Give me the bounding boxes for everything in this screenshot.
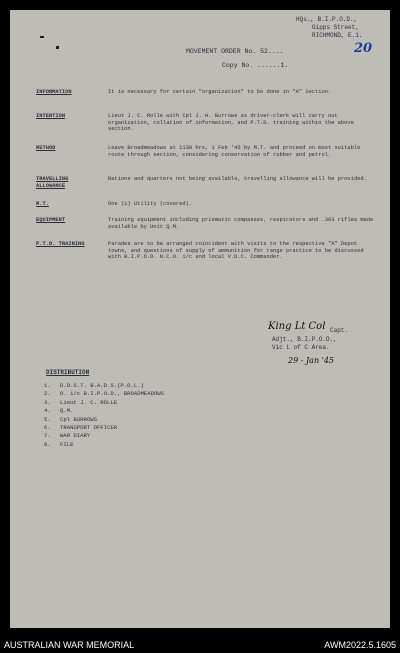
list-item-number: 6. [44,424,51,432]
list-item-number: 5. [44,415,51,423]
distribution-list [44,382,284,449]
list-item [44,416,284,424]
signature-handwritten: King Lt Col [268,321,326,332]
list-item-number: 2. [44,390,51,398]
section-text: Training equipment including prismatic compasses, respirators and .303 rifles made available by Unit Q.M. [108,217,374,230]
section-label: INFORMATION [36,89,72,95]
signature-date: 29 - Jan '45 [288,356,335,365]
signature-rank: Capt. [330,327,349,334]
list-item [44,407,284,415]
section-label: P.T.D. TRAINING [36,241,85,247]
section-label: M.T. [36,201,49,207]
order-number: MOVEMENT ORDER No. 52.... [186,48,284,55]
list-item [44,441,284,449]
list-item [44,432,284,440]
footer-source: AUSTRALIAN WAR MEMORIAL [4,640,135,650]
distribution-title: DISTRIBUTION [46,369,90,376]
list-item-text: Lieut J. C. ROLLE [60,398,118,406]
list-item-text: O. i/c B.I.P.O.D., BROADMEADOWS [60,390,165,398]
list-item-text: WAR DIARY [60,432,91,440]
list-item-number: 3. [44,398,51,406]
header-city: RICHMOND, E.1. [312,32,363,39]
list-item-number: 7. [44,432,51,440]
list-item-number: 8. [44,440,51,448]
section-text: Parades are to be arranged coincident with visits to the respective "A" Depot towns, and questions of supply of ammunition for range practice to be discussed with B.I.P.O.D. N.C.O. i/c and local V.D.C. Commander. [108,241,364,261]
section-text: Rations and quarters not being available, travelling allowance will be provided. [108,176,367,182]
list-item-text: D.D.S.T. B.A.D.S.(P.O.L.) [60,382,144,389]
list-item [44,390,284,398]
signature-line2: Vic L of C Area. [272,344,330,351]
list-item-text: Cpl BURROWS [60,415,97,423]
header-hq: HQs., B.I.P.O.D., [296,16,358,23]
footer-accession: AWM2022.5.1605 [324,640,396,650]
section-label: TRAVELLING ALLOWANCE [36,176,69,189]
list-item [44,382,284,390]
section-label: EQUIPMENT [36,217,66,223]
section-label: INTENTION [36,113,66,119]
section-text: Leave Broadmeadows at 1130 hrs, 1 Feb '45 by M.T. and proceed on most suitable route through section, considering conservation of rubber and petrol. [108,145,361,158]
handwritten-number: 20 [354,41,373,56]
ink-mark [40,36,44,38]
list-item-text: FILE [60,440,74,448]
list-item-number: 4. [44,407,51,415]
section-label: METHOD [36,145,56,151]
list-item-text: TRANSPORT OFFICER [60,424,118,432]
signature-line1: Adjt., B.I.P.O.D., [272,336,337,343]
section-text: One (1) Utility (covered). [108,201,193,207]
document-page [10,10,390,628]
ink-mark [56,46,59,49]
list-item-number: 1. [44,382,51,389]
list-item-text: Q.M. [60,407,74,415]
header-street: Gipps Street, [312,24,359,31]
section-text: Lieut J. C. Rolle with Cpl J. H. Burrows as driver-clerk will carry out organization, collation of information, and P.T.D. training within the above section. [108,113,354,133]
list-item [44,424,284,432]
list-item [44,399,284,407]
copy-number: Copy No. ......1. [222,62,289,69]
section-text: It is necessary for certain "organization" to be done in "A" Section. [108,89,332,95]
